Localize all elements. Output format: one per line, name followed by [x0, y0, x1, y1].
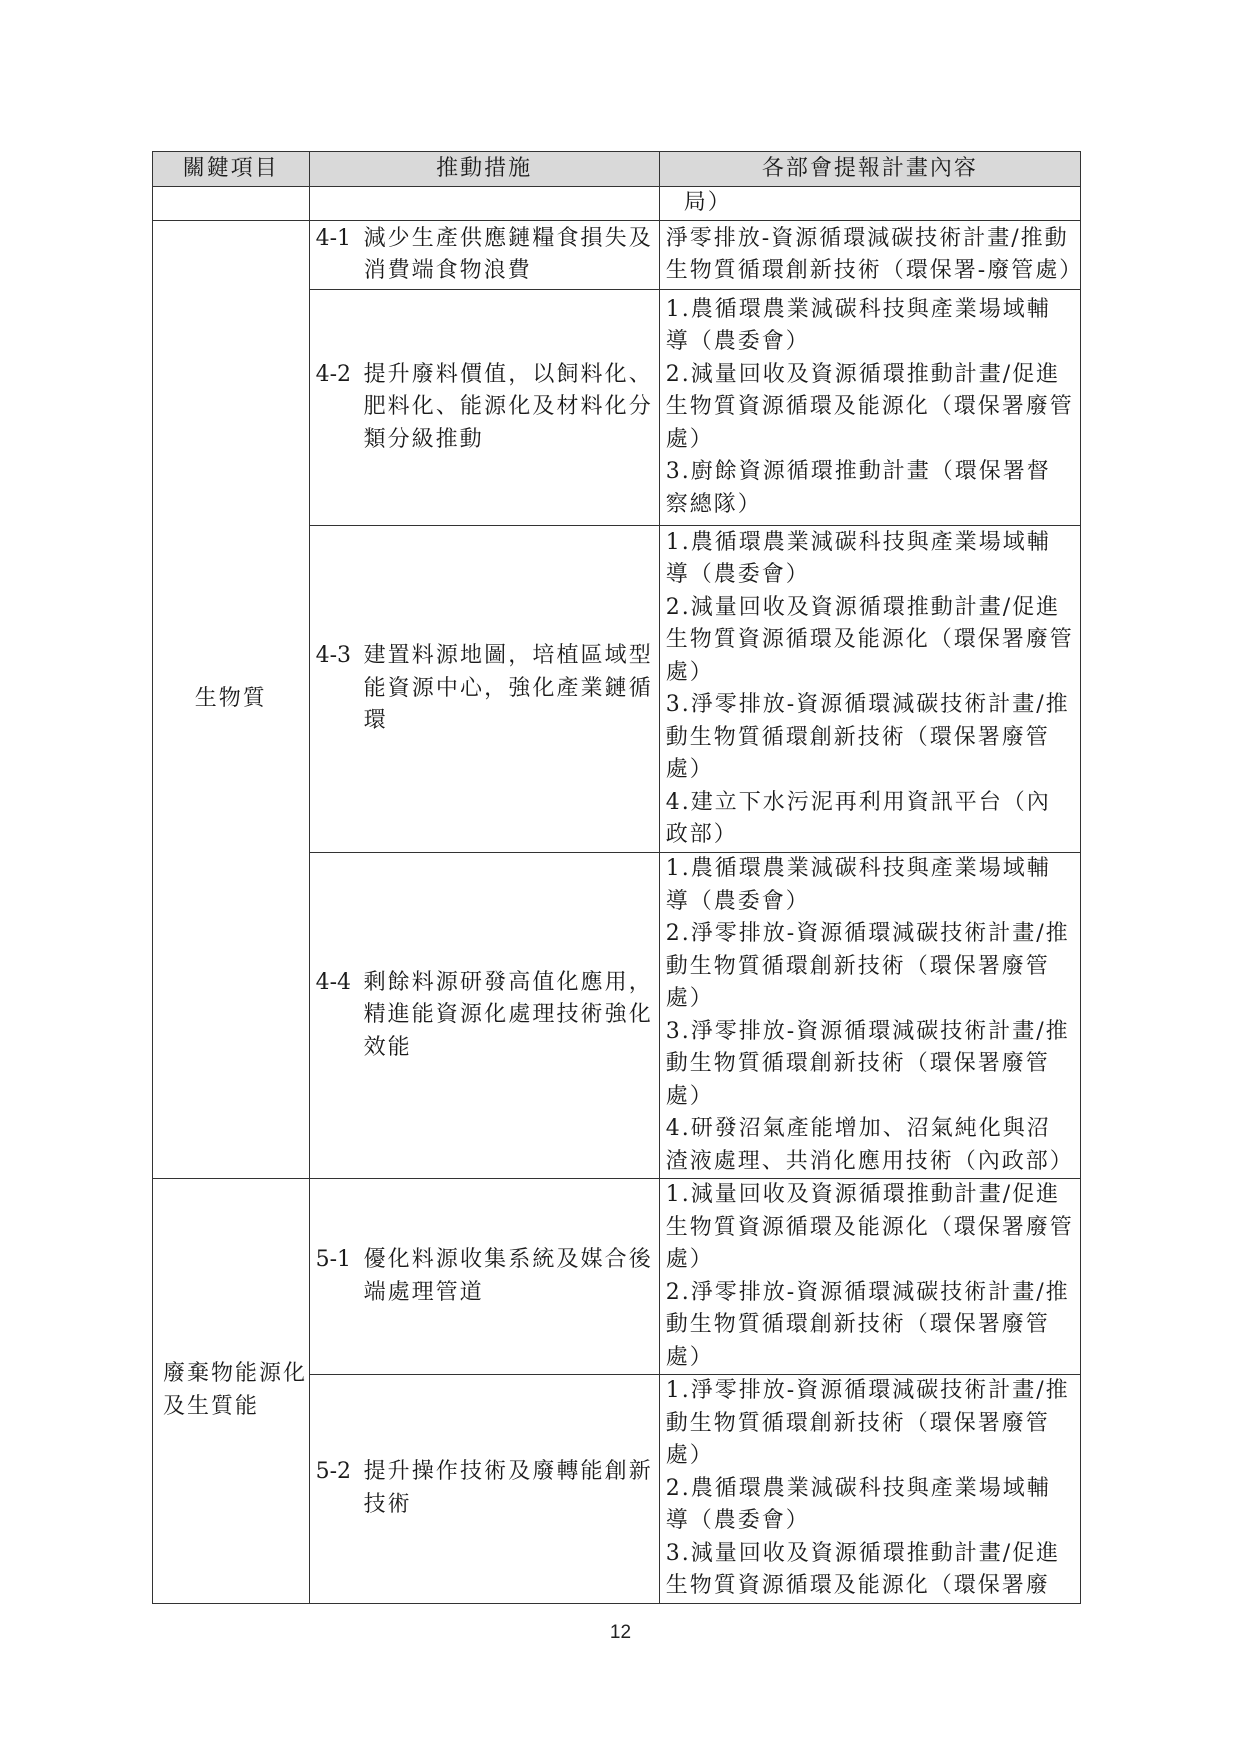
table-header-row: [153, 152, 1081, 187]
measure-text: 提升操作技術及廢轉能創新技術: [363, 1459, 653, 1517]
measure-text: 建置料源地圖，培植區域型能資源中心，強化產業鏈循環: [363, 643, 653, 734]
plan-item: 1.農循環農業減碳科技與產業場域輔導（農委會）: [665, 529, 1051, 587]
measure-code: 4-4: [315, 969, 352, 995]
table-row: [153, 1179, 1081, 1375]
measure-cell: [309, 1179, 659, 1375]
table-row-continued: [153, 187, 1081, 221]
measure-cell: [309, 221, 659, 290]
plan-cell: [659, 1375, 1080, 1604]
empty-cell: [153, 187, 310, 221]
plan-cell: [659, 526, 1080, 853]
plan-cell: [659, 290, 1080, 526]
plan-item: 4.研發沼氣產能增加、沼氣純化與沼渣液處理、共消化應用技術（內政部）: [665, 1116, 1074, 1174]
measure-code: 5-1: [315, 1247, 352, 1272]
plan-item: 1.農循環農業減碳科技與產業場域輔導（農委會）: [665, 856, 1051, 914]
plan-item: 1.減量回收及資源循環推動計畫/促進生物質資源循環及能源化（環保署廢管處）: [665, 1182, 1074, 1272]
measure-code: 4-2: [315, 361, 352, 387]
header-plan-content: 各部會提報計畫內容: [659, 152, 1080, 187]
plan-item: 1.農循環農業減碳科技與產業場域輔導（農委會）: [665, 296, 1051, 355]
measure-cell: [309, 1375, 659, 1604]
measure-cell: [309, 290, 659, 526]
measure-code: 4-1: [315, 225, 352, 251]
header-measure: 推動措施: [309, 152, 659, 187]
measures-table: [152, 151, 1084, 1604]
measure-cell: [309, 853, 659, 1179]
plan-item: 2.淨零排放-資源循環減碳技術計畫/推動生物質循環創新技術（環保署廢管處）: [665, 921, 1070, 1011]
plan-item: 3.淨零排放-資源循環減碳技術計畫/推動生物質循環創新技術（環保署廢管處）: [665, 692, 1070, 782]
key-item-waste-energy: 廢棄物能源化及生質能: [153, 1179, 310, 1604]
plan-cell: [659, 853, 1080, 1179]
table-row: [153, 221, 1081, 290]
page-number: 12: [609, 1622, 632, 1643]
measure-cell: [309, 526, 659, 853]
plan-cell: [659, 221, 1084, 290]
plan-item: 1.淨零排放-資源循環減碳技術計畫/推動生物質循環創新技術（環保署廢管處）: [665, 1378, 1070, 1468]
plan-item: 4.建立下水污泥再利用資訊平台（內政部）: [665, 789, 1051, 847]
header-key-item: 關鍵項目: [153, 152, 310, 187]
measure-text: 優化料源收集系統及媒合後端處理管道: [363, 1247, 653, 1305]
measure-text: 減少生產供應鏈糧食損失及消費端食物浪費: [363, 225, 653, 283]
plan-item: 2.農循環農業減碳科技與產業場域輔導（農委會）: [665, 1475, 1051, 1533]
plan-item: 3.淨零排放-資源循環減碳技術計畫/推動生物質循環創新技術（環保署廢管處）: [665, 1018, 1070, 1109]
key-item-biomass: 生物質: [153, 221, 310, 1179]
plan-item: 3.減量回收及資源循環推動計畫/促進生物質資源循環及能源化（環保署廢: [665, 1540, 1061, 1598]
plan-item: 淨零排放-資源循環減碳技術計畫/推動生物質循環創新技術（環保署-廢管處）: [665, 225, 1084, 283]
plan-cell: [659, 1179, 1080, 1375]
measure-text: 提升廢料價值，以飼料化、肥料化、能源化及材料化分類分級推動: [363, 361, 653, 452]
continued-text: 局）: [683, 190, 732, 216]
plan-item: 2.減量回收及資源循環推動計畫/促進生物質資源循環及能源化（環保署廢管處）: [665, 594, 1074, 685]
plan-item: 3.廚餘資源循環推動計畫（環保署督察總隊）: [665, 459, 1051, 517]
empty-cell: [309, 187, 659, 221]
continued-content: [659, 187, 1080, 221]
plan-item: 2.減量回收及資源循環推動計畫/促進生物質資源循環及能源化（環保署廢管處）: [665, 361, 1074, 452]
plan-item: 2.淨零排放-資源循環減碳技術計畫/推動生物質循環創新技術（環保署廢管處）: [665, 1279, 1070, 1370]
measure-text: 剩餘料源研發高值化應用，精進能資源化處理技術強化效能: [363, 969, 653, 1060]
measure-code: 5-2: [315, 1459, 352, 1485]
measure-code: 4-3: [315, 643, 352, 669]
